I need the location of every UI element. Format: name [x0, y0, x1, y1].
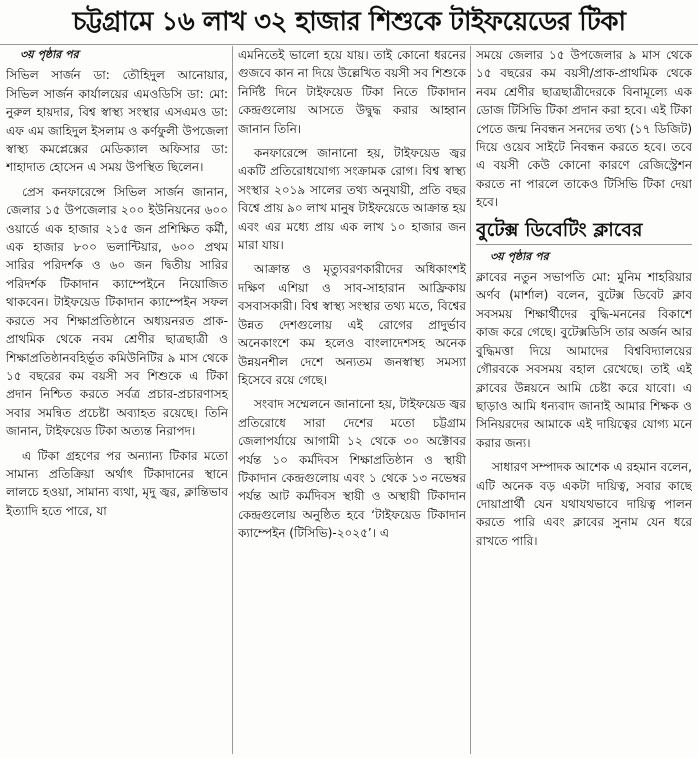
column-rule-2	[470, 46, 471, 754]
column-rule-1	[232, 46, 233, 754]
paragraph: এ টিকা গ্রহণের পর অন্যান্য টিকার মতো সামান্য প্রতিক্রিয়া অর্থাৎ টিকাদানের স্থানে লালচে হওয়া, সামান্য ব্যথা, মৃদু জ্বর, ক্লান্তিভাব ইত্যাদি হতে পারে, যা	[6, 448, 228, 518]
paragraph: আক্রান্ত ও মৃত্যুবরণকারীদের অধিকাংশই দক্ষিণ এশিয়া ও সাব-সাহারান আফ্রিকায় বসবাসকারী। বিশ্ব স্বাস্থ্য সংস্থার তথ্য মতে, বিশ্বের উন্নত দেশগুলোয় এই রোগের প্রাদুর্ভাব অনেকাংশে কম হলেও বাংলাদেশসহ অনেক উন্নয়নশীল দেশে অন্যতম জনস্বাস্থ্য সমস্যা হিসেবে রয়ে গেছে।	[238, 262, 466, 387]
paragraph: এমনিতেই ভালো হয়ে যায়। তাই কোনো ধরনের গুজবে কান না দিয়ে উল্লেখিত বয়সী সব শিশুকে নির্দিষ্ট দিনে টাইফয়েড টিকা নিতে টিকাদান কেন্দ্রগুলোয় আসতে উদ্বুদ্ধ করার আহ্বান জানান তিনি।	[238, 48, 466, 136]
paragraph: সময়ে জেলার ১৫ উপজেলার ৯ মাস থেকে ১৫ বছরের কম বয়সী/প্রাক-প্রাথমিক থেকে নবম শ্রেণীর ছাত্রছাত্রীদেরকে বিনামূল্যে এক ডোজ টিসিভি টিকা প্রদান করা হবে। এই টিকা পেতে জন্ম নিবন্ধন সনদের তথ্য (১৭ ডিজিট) দিয়ে ওয়েব সাইটে নিবন্ধন করতে হবে। তবে এ বয়সী কেউ কোনো কারণে রেজিস্ট্রেশন করতে না পারলে তাকেও টিসিভি টিকা দেয়া হবে।	[476, 48, 692, 210]
headline: চট্টগ্রামে ১৬ লাখ ৩২ হাজার শিশুকে টাইফয়েডের টিকা	[0, 0, 698, 45]
paragraph: কনফারেন্সে জানানো হয়, টাইফয়েড জ্বর একটি প্রতিরোধযোগ্য সংক্রামক রোগ। বিশ্ব স্বাস্থ্য সংস্থার ২০১৯ সালের তথ্য অনুযায়ী, প্রতি বছর বিশ্বে প্রায় ৯০ লাখ মানুষ টাইফয়েডে আক্রান্ত হয় এবং এর মধ্যে প্রায় এক লাখ ১০ হাজার জন মারা যায়।	[238, 146, 466, 253]
paragraph: সাধারণ সম্পাদক আশেক এ রহমান বলেন, এটি অনেক বড় একটা দায়িত্ব, সবার কাছে দোয়াপ্রার্থী যেন যথাযথভাবে দায়িত্ব পালন করতে পারি এবং ক্লাবের সুনাম যেন ধরে রাখতে পারি।	[476, 460, 692, 548]
column-3	[476, 46, 692, 756]
column-2	[238, 46, 466, 756]
paragraph: সংবাদ সম্মেলনে জানানো হয়, টাইফয়েড জ্বর প্রতিরোধে সারা দেশের মতো চট্টগ্রাম জেলাপর্যায়ে আগামী ১২ থেকে ৩০ অক্টোবর পর্যন্ত ১০ কর্মদিবস শিক্ষাপ্রতিষ্ঠান ও স্থায়ী টিকাদান কেন্দ্রগুলোয় এবং ১ থেকে ১৩ নভেম্বর পর্যন্ত আট কর্মদিবস স্থায়ী ও অস্থায়ী টিকাদান কেন্দ্রগুলোয় অনুষ্ঠিত হবে ‘টাইফয়েড টিকাদান ক্যাম্পেইন (টিসিভি)-২০২৫’। এ	[238, 397, 466, 541]
paragraph: ক্লাবের নতুন সভাপতি মো: মুনিম শাহরিয়ার অর্ণব (মার্শাল) বলেন, বুটেক্স ডিবেট ক্লাব সবসময় শিক্ষার্থীদের বুদ্ধি-মননের বিকাশে কাজ করে গেছে। বুটেক্সডিসি তার অর্জন আর বুদ্ধিমত্তা দিয়ে আমাদের বিশ্ববিদ্যালয়ের গৌরবকে সবসময় বহাল রেখেছে। তাই এই ক্লাবের উন্নয়নে আমি চেষ্টা করে যাবো। এ ছাড়াও আমি ধন্যবাদ জানাই আমার শিক্ষক ও সিনিয়রদের আমাকে এই দায়িত্বের যোগ্য মনে করার জন্য।	[476, 270, 692, 450]
paragraph: সিভিল সার্জন ডা: তৌহিদুল আনোয়ার, সিভিল সার্জন কার্যালয়ের এমওডিসি ডা: মো: নুরুল হায়দার, বিশ্ব স্বাস্থ্য সংস্থার এসএমও ডা: এফ এম জাহিদুল ইসলাম ও কর্ণফুলী উপজেলা স্বাস্থ্য কমপ্লেক্সের মেডিক্যাল অফিসার ডা: শাহাদাত হোসেন এ সময় উপস্থিত ছিলেন।	[6, 68, 228, 175]
continuation-label: ৩য় পৃষ্ঠার পর	[490, 249, 549, 263]
column-1	[6, 46, 228, 756]
paragraph: প্রেস কনফারেন্সে সিভিল সার্জন জানান, জেলার ১৫ উপজেলার ২০০ ইউনিয়নের ৬০০ ওয়ার্ডে এক হাজার ২১৫ জন প্রশিক্ষিত কর্মী, এক হাজার ৮০০ ভলান্টিয়ার, ৬০০ প্রথম সারির পরিদর্শক ও ৬০ জন দ্বিতীয় সারির পরিদর্শক টিকাদান ক্যাম্পেইনে নিয়োজিত থাকবেন। টাইফয়েড টিকাদান ক্যাম্পেইন সফল করতে সব শিক্ষাপ্রতিষ্ঠানে অধ্যয়নরত প্রাক-প্রাথমিক থেকে নবম শ্রেণীর ছাত্রছাত্রী ও শিক্ষাপ্রতিষ্ঠানবহির্ভূত কমিউনিটির ৯ মাস থেকে ১৫ বছরের কম বয়সী সব শিশুকে এ টিকা প্রদান নিশ্চিত করতে সর্বত্র প্রচার-প্রচারণাসহ সবার সমন্বিত প্রচেষ্টা অব্যাহত রয়েছে। তিনি জানান, টাইফয়েড টিকা অত্যন্ত নিরাপদ।	[6, 184, 228, 439]
subheadline: বুটেক্স ডিবেটিং ক্লাবের	[476, 218, 692, 245]
continuation-label: ৩য় পৃষ্ঠার পর	[20, 48, 79, 61]
